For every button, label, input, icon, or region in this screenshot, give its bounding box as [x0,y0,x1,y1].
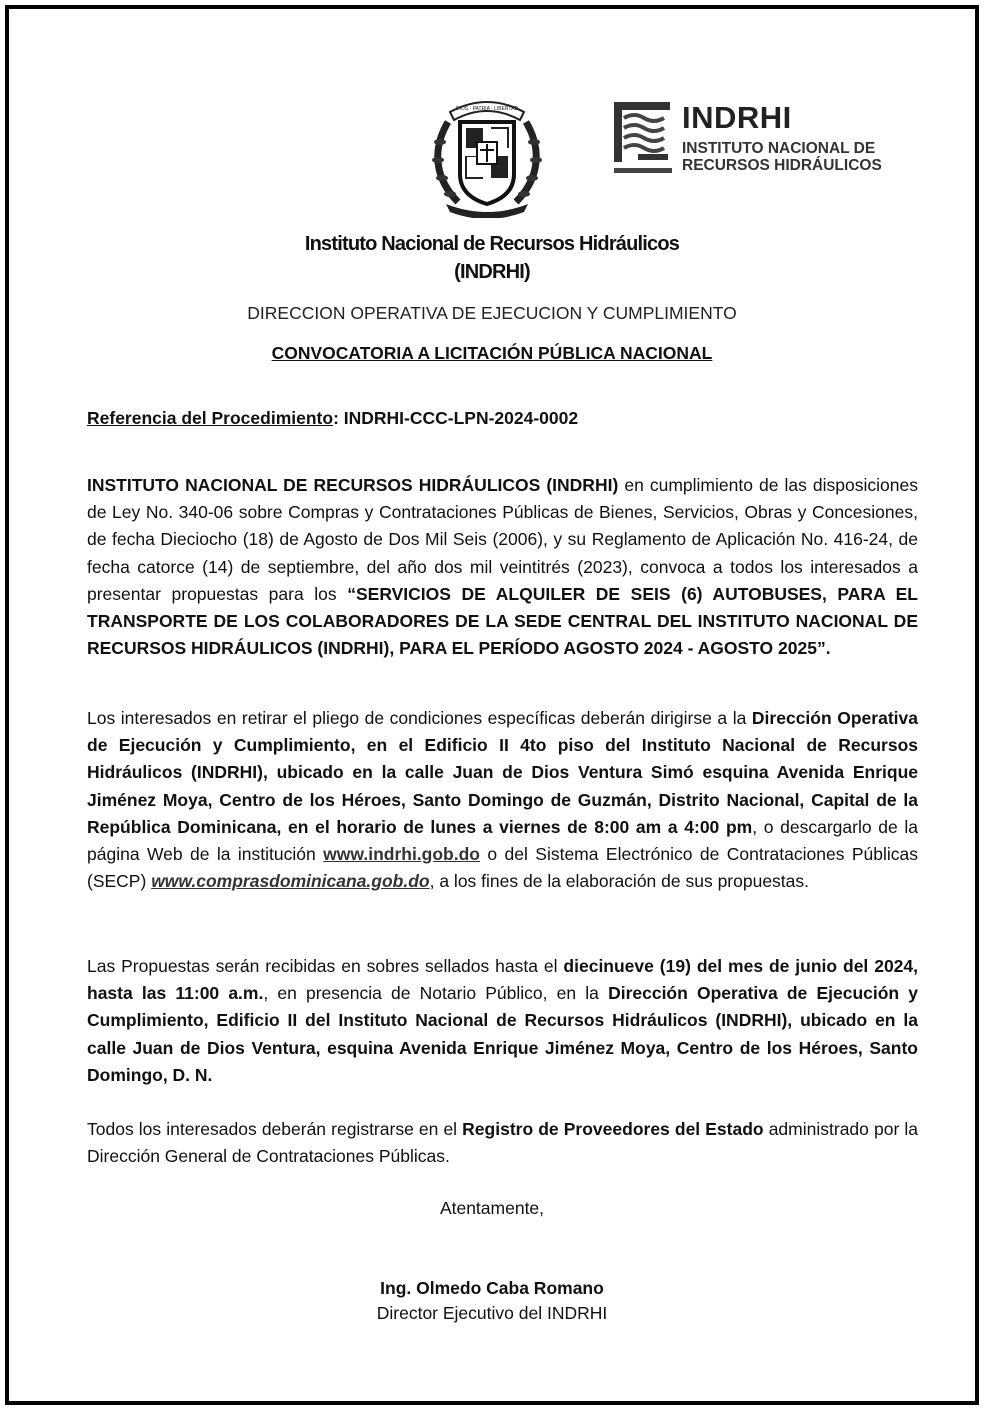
p1-service-title: “SERVICIOS DE ALQUILER DE SEIS (6) AUTOBUSES, PARA EL TRANSPORTE DE LOS COLABORADORES DE LA SEDE CENTRAL DEL INSTITUTO NACIONAL DE RECURSOS HIDRÁULICOS (INDRHI), PARA EL PERÍODO AGOSTO 2024 - AGOSTO 2025”. [87,583,918,659]
org-acronym: (INDRHI) [454,261,530,283]
p3-notary: , en presencia de Notario Público, en la [263,983,609,1004]
coat-of-arms-icon [428,92,546,218]
p3-deadline: diecinueve (19) del mes de junio del 2024, hasta las 11:00 a.m. [87,956,919,1004]
p2-intro: Los interesados en retirar el pliego de condiciones específicas deberán dirigirse a la [87,708,752,728]
paragraph-proposals [87,953,918,1089]
svg-text:DIOS · PATRIA · LIBERTAD: DIOS · PATRIA · LIBERTAD [455,106,519,112]
p3-location: Dirección Operativa de Ejecución y Cumplimiento, Edificio II del Instituto Nacional de Recursos Hidráulicos (INDRHI), ubicado en la calle Juan de Dios Ventura, esquina Avenida Enrique Jiménez Moya, Centro de los Héroes, Santo Domingo, D. N. [87,983,919,1085]
p4-intro: Todos los interesados deberán registrarse en el [87,1119,463,1139]
p2-end: , a los fines de la elaboración de sus propuestas. [429,871,810,892]
p4-registry: Registro de Proveedores del Estado [462,1119,764,1139]
paragraph-conditions [87,705,918,895]
org-title [0,230,984,286]
indrhi-website-link[interactable]: www.indrhi.gob.do [323,844,480,865]
signer-role: Director Ejecutivo del INDRHI [376,1303,608,1323]
paragraph-registration [87,1116,918,1170]
p4-end: administrado por la Dirección General de Contrataciones Públicas. [87,1119,918,1167]
closing-salutation: Atentamente, [439,1198,545,1218]
logo-header [0,92,984,222]
compras-dominicana-link[interactable]: www.comprasdominicana.gob.do [151,871,430,892]
indrhi-logo-name: INDRHI [682,100,792,135]
indrhi-subtitle-line1: INSTITUTO NACIONAL DE [682,140,876,157]
procedure-reference [87,408,578,429]
indrhi-logo [610,102,900,182]
department-title: DIRECCION OPERATIVA DE EJECUCION Y CUMPLIMIENTO [247,303,737,323]
announcement-title: CONVOCATORIA A LICITACIÓN PÚBLICA NACIONAL [271,343,713,363]
signer-name: Ing. Olmedo Caba Romano [380,1278,604,1298]
p1-body: en cumplimiento de las disposiciones de Ley No. 340-06 sobre Compras y Contrataciones Públicas de Bienes, Servicios, Obras y Concesiones, de fecha Dieciocho (18) de Agosto de Dos Mil Seis (2006), y su Reglamento de Aplicación No. 416-24, de fecha catorce (14) de septiembre, del año dos mil veintitrés (2023), convoca a todos los interesados a presentar propuestas para los [87,475,918,604]
indrhi-logo-subtitle [682,140,882,174]
indrhi-water-mark-icon [610,102,672,178]
p1-entity: INSTITUTO NACIONAL DE RECURSOS HIDRÁULICOS (INDRHI) [87,475,619,495]
paragraph-convocation [87,472,918,662]
org-name: Instituto Nacional de Recursos Hidráulicos [304,233,680,255]
indrhi-subtitle-line2: RECURSOS HIDRÁULICOS [682,157,882,174]
p2-secp: o del Sistema Electrónico de Contrataciones Públicas (SECP) [87,844,918,892]
p3-intro: Las Propuestas serán recibidas en sobres sellados hasta el [87,956,564,976]
p2-location: Dirección Operativa de Ejecución y Cumplimiento, en el Edificio II 4to piso del Instituto Nacional de Recursos Hidráulicos (INDRHI), ubicado en la calle Juan de Dios Ventura Simó esquina Avenida Enrique Jiménez Moya, Centro de los Héroes, Santo Domingo de Guzmán, Distrito Nacional, Capital de la República Dominicana, en el horario de lunes a viernes de 8:00 am a 4:00 pm [87,708,918,837]
reference-label: Referencia del Procedimiento [87,408,334,428]
reference-value: : INDRHI-CCC-LPN-2024-0002 [333,408,579,428]
p2-download: , o descargarlo de la página Web de la institución [87,816,918,865]
